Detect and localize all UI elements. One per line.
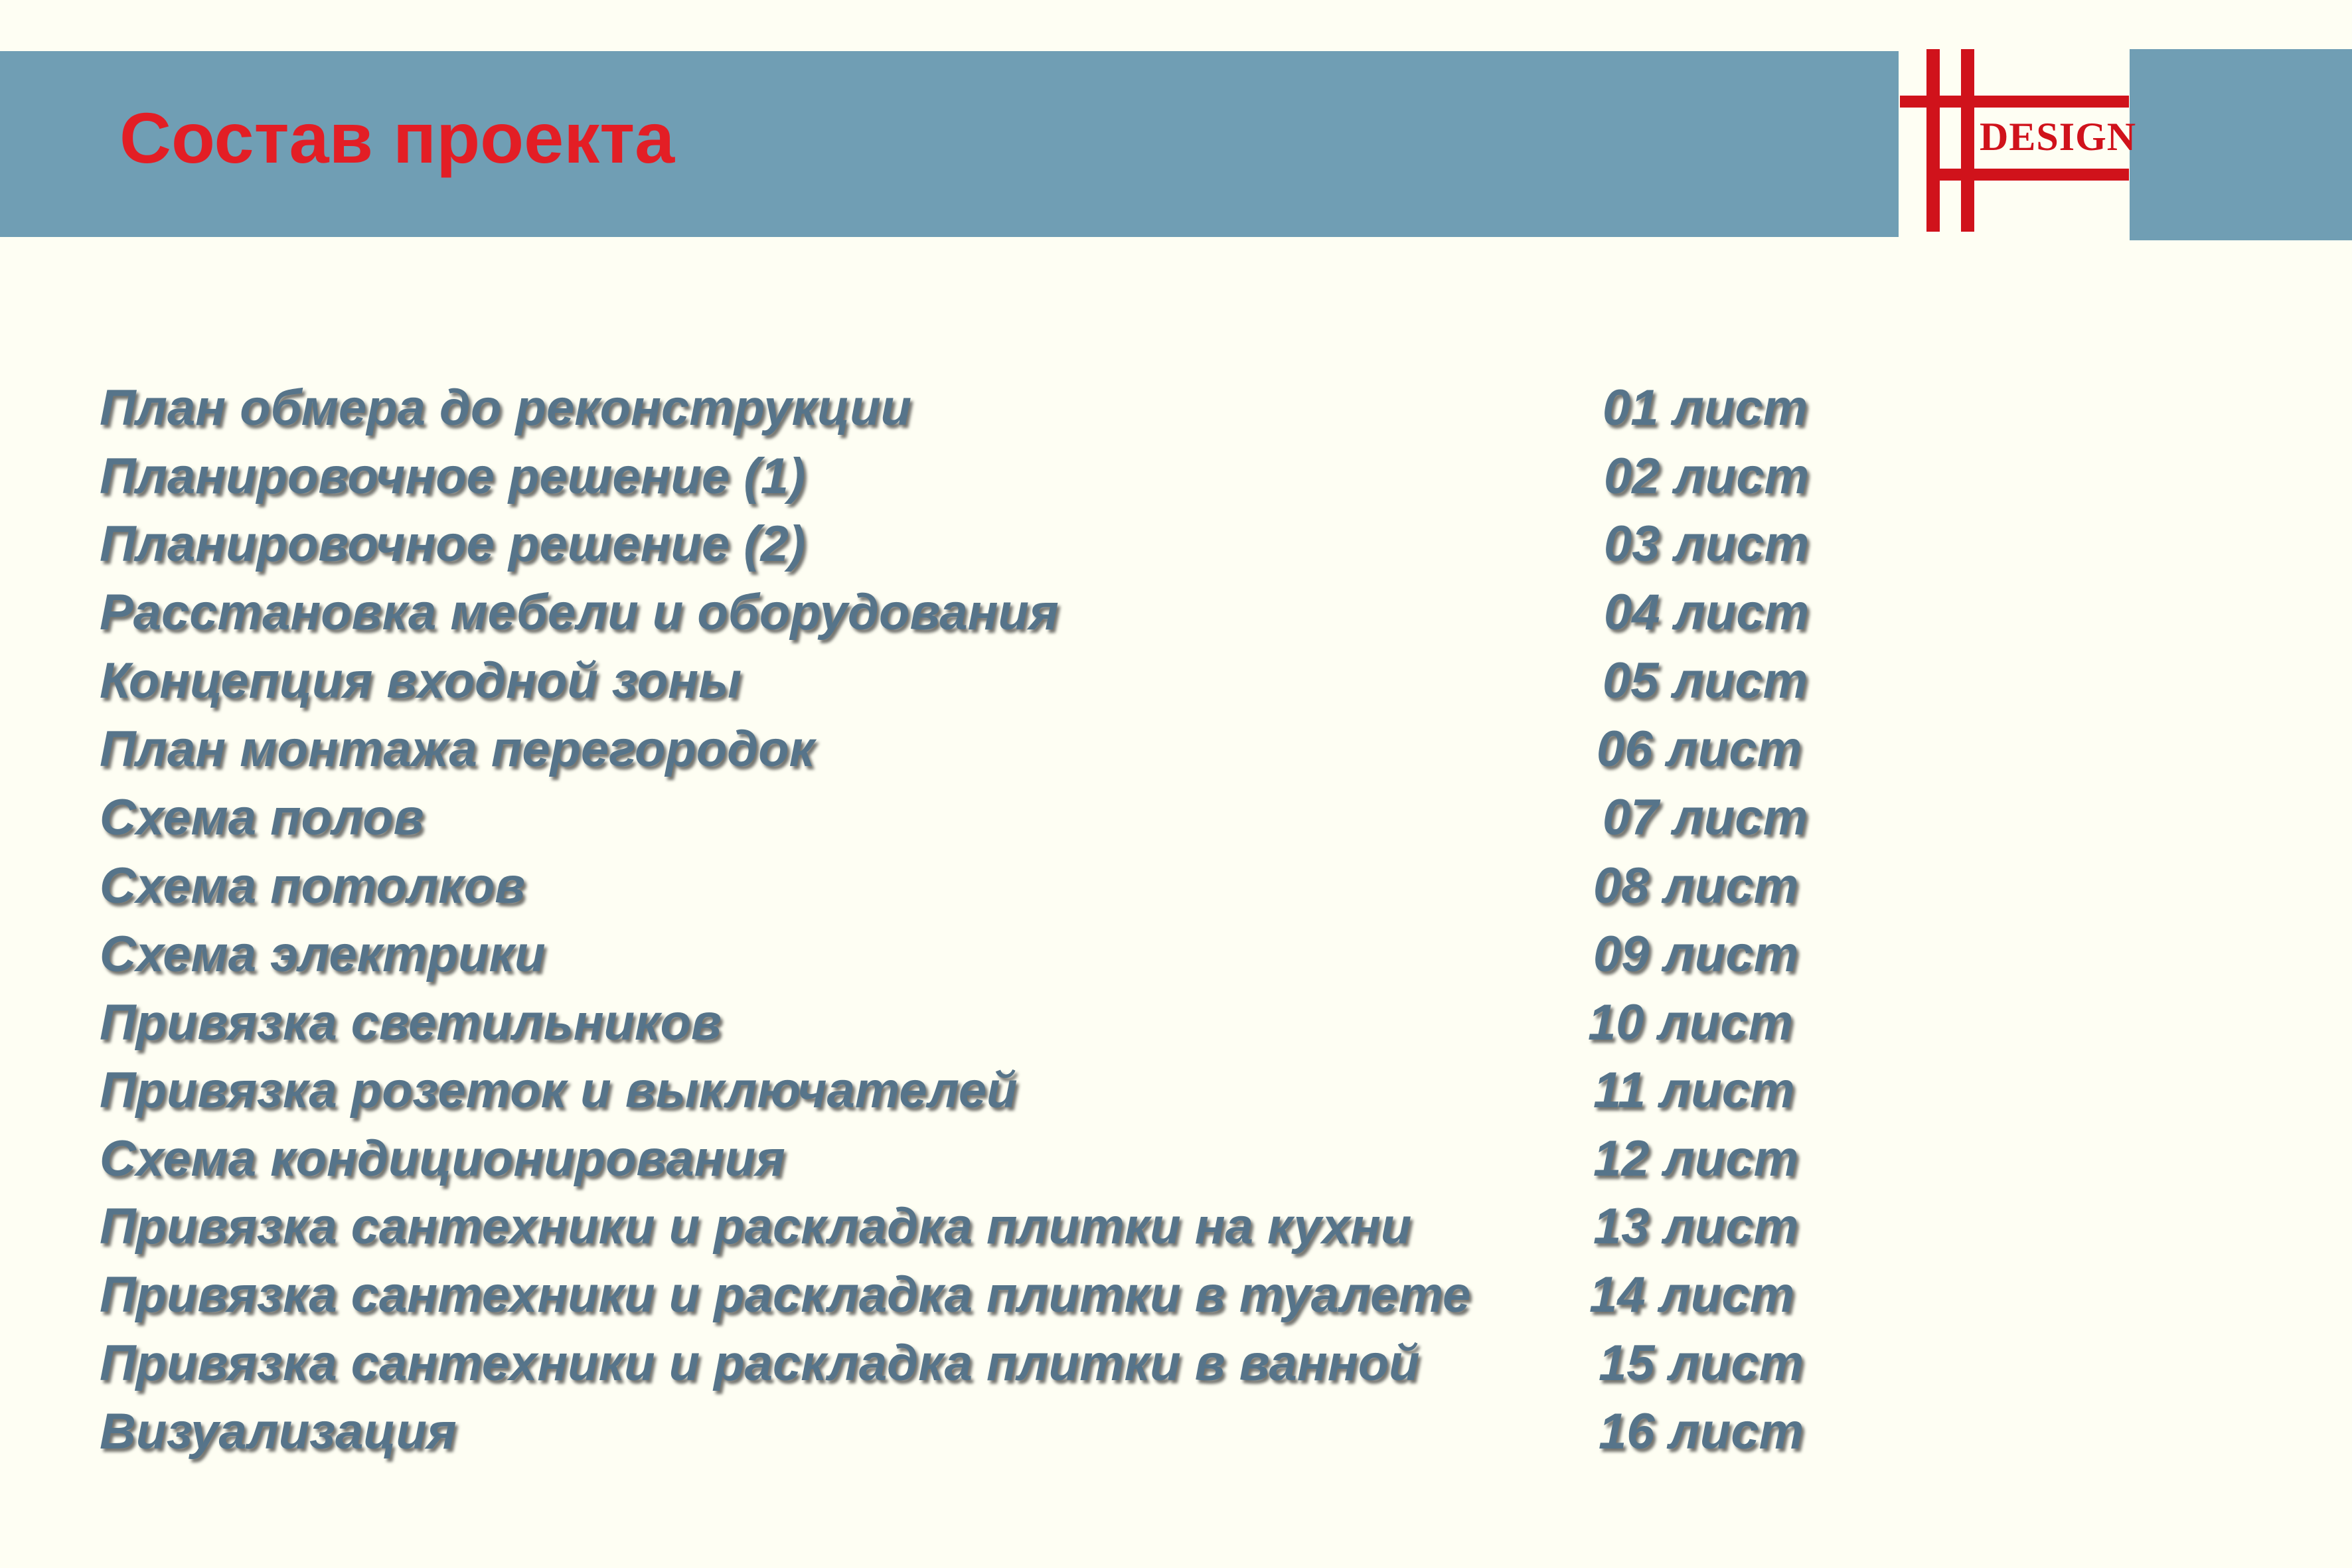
contents-item-sheet: 04 лист	[1604, 584, 1810, 641]
contents-row	[0, 1398, 2352, 1466]
contents-item-name: Привязка розеток и выключателей	[100, 1062, 1018, 1119]
contents-item-sheet: 07 лист	[1603, 789, 1808, 846]
contents-item-sheet: 03 лист	[1604, 516, 1810, 572]
contents-item-name: Концепция входной зоны	[100, 653, 742, 709]
contents-row	[0, 374, 2352, 442]
contents-item-name: Привязка сантехники и раскладка плитки в туалете	[100, 1267, 1471, 1323]
contents-item-sheet: 11 лист	[1593, 1062, 1795, 1119]
contents-row	[0, 443, 2352, 510]
contents-item-sheet: 12 лист	[1593, 1131, 1799, 1187]
contents-row	[0, 1261, 2352, 1329]
contents-item-name: Планировочное решение (1)	[100, 448, 806, 505]
contents-row	[0, 921, 2352, 988]
contents-item-name: План обмера до реконструкции	[100, 380, 912, 436]
contents-row	[0, 1057, 2352, 1125]
contents-row	[0, 1125, 2352, 1193]
contents-row	[0, 579, 2352, 647]
contents-item-name: Планировочное решение (2)	[100, 516, 806, 572]
contents-item-sheet: 14 лист	[1589, 1267, 1795, 1323]
contents-row	[0, 1193, 2352, 1261]
contents-item-sheet: 05 лист	[1603, 653, 1808, 709]
contents-row	[0, 989, 2352, 1057]
contents-item-name: Схема полов	[100, 789, 424, 846]
contents-row	[0, 716, 2352, 783]
contents-item-sheet: 01 лист	[1603, 380, 1808, 436]
contents-item-name: Схема электрики	[100, 926, 546, 982]
contents-item-sheet: 02 лист	[1604, 448, 1810, 505]
contents-item-sheet: 09 лист	[1593, 926, 1799, 982]
contents-item-name: Расстановка мебели и оборудования	[100, 584, 1059, 641]
contents-row	[0, 784, 2352, 852]
contents-row	[0, 510, 2352, 578]
contents-row	[0, 647, 2352, 715]
contents-item-sheet: 13 лист	[1593, 1198, 1799, 1255]
contents-item-sheet: 08 лист	[1593, 858, 1799, 914]
contents-item-sheet: 15 лист	[1599, 1335, 1804, 1391]
contents-item-name: Схема потолков	[100, 858, 526, 914]
contents-item-name: Привязка сантехники и раскладка плитки в ванной	[100, 1335, 1420, 1391]
contents-item-name: Привязка сантехники и раскладка плитки на кухни	[100, 1198, 1412, 1255]
page-title: Состав проекта	[119, 98, 675, 178]
contents-item-name: Визуализация	[100, 1403, 457, 1460]
contents-item-sheet: 10 лист	[1588, 994, 1794, 1051]
contents-item-sheet: 06 лист	[1597, 721, 1802, 777]
contents-item-sheet: 16 лист	[1599, 1403, 1804, 1460]
logo-text: DESIGN	[1980, 115, 2137, 159]
contents-row	[0, 852, 2352, 920]
contents-item-name: Привязка светильников	[100, 994, 722, 1051]
contents-row	[0, 1330, 2352, 1397]
contents-item-name: Схема кондиционирования	[100, 1131, 785, 1187]
contents-item-name: План монтажа перегородок	[100, 721, 815, 777]
